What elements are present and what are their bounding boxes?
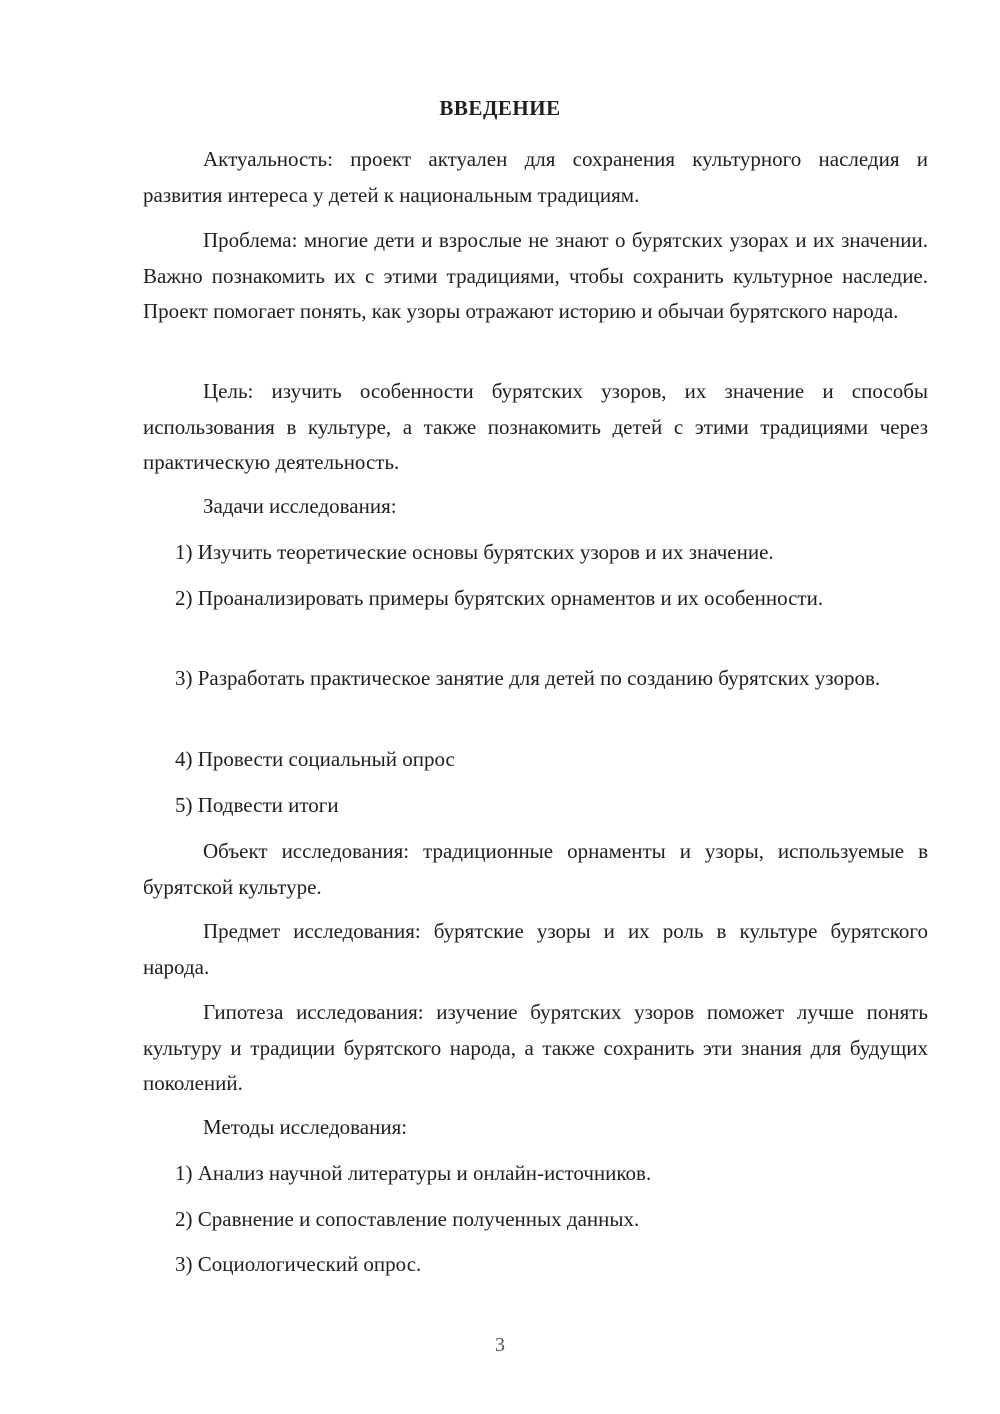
paragraph-methods-heading: Методы исследования: <box>203 1115 408 1139</box>
method-item-2: 2) Сравнение и сопоставление полученных данных. <box>175 1207 640 1231</box>
method-item-1: 1) Анализ научной литературы и онлайн-источников. <box>175 1161 652 1185</box>
task-item-5: 5) Подвести итоги <box>175 793 339 817</box>
task-item-2: 2) Проанализировать примеры бурятских орнаментов и их особенности. <box>175 586 824 610</box>
paragraph-object: Объект исследования: традиционные орнаменты и узоры, используемые в бурятской культуре. <box>143 839 928 899</box>
task-item-3: 3) Разработать практическое занятие для детей по созданию бурятских узоров. <box>175 666 881 690</box>
method-item-3: 3) Социологический опрос. <box>175 1252 422 1276</box>
paragraph-problem: Проблема: многие дети и взрослые не знают о бурятских узорах и их значении. Важно познакомить их с этими традициями, чтобы сохранить культурное наследие. Проект помогает понять, как узоры отражают историю и обычаи бурятского народа. <box>143 228 928 323</box>
paragraph-goal: Цель: изучить особенности бурятских узоров, их значение и способы использования в культуре, а также познакомить детей с этими традициями через практическую деятельность. <box>143 379 928 474</box>
paragraph-subject: Предмет исследования: бурятские узоры и их роль в культуре бурятского народа. <box>143 919 928 979</box>
paragraph-hypothesis: Гипотеза исследования: изучение бурятских узоров поможет лучше понять культуру и традиции бурятского народа, а также сохранить эти знания для будущих поколений. <box>143 1000 928 1095</box>
task-item-4: 4) Провести социальный опрос <box>175 747 455 771</box>
paragraph-relevance: Актуальность: проект актуален для сохранения культурного наследия и развития интереса у детей к национальным традициям. <box>143 147 928 207</box>
page-number: 3 <box>495 1334 505 1356</box>
paragraph-tasks-heading: Задачи исследования: <box>203 494 397 518</box>
task-item-1: 1) Изучить теоретические основы бурятских узоров и их значение. <box>175 540 774 564</box>
section-title: ВВЕДЕНИЕ <box>439 96 561 120</box>
